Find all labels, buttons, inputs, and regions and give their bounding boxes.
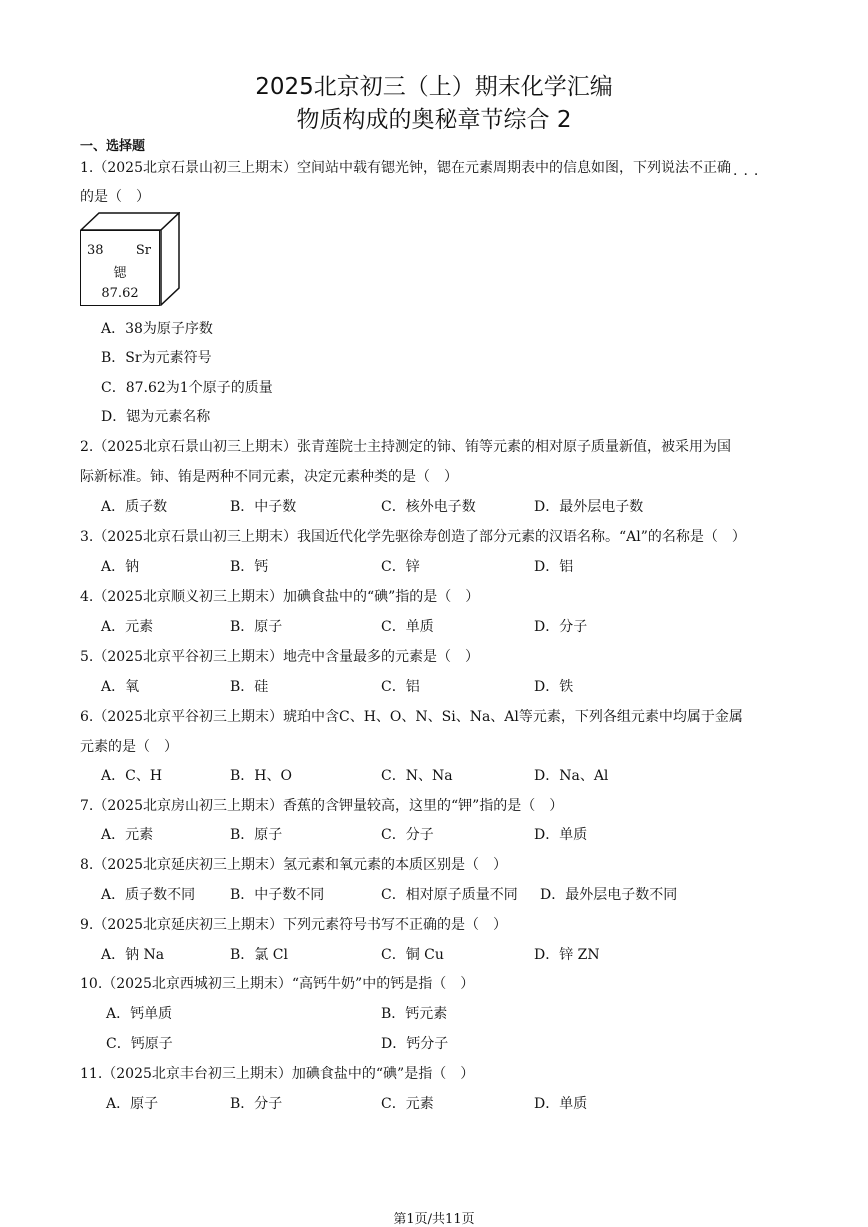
- q5-option-a: A．氧: [101, 679, 140, 695]
- question-2-text-cont: 际新标准。铈、铕是两种不同元素，决定元素种类的是（ ）: [80, 469, 458, 485]
- q6-option-a: A．C、H: [101, 768, 163, 784]
- question-11-text: 11.（2025北京丰台初三上期末）加碘食盐中的“碘”是指（ ）: [80, 1066, 475, 1082]
- q3-option-a: A．钠: [101, 559, 140, 575]
- q2-option-a: A．质子数: [101, 499, 168, 515]
- question-10-text: 10.（2025北京西城初三上期末）“高钙牛奶”中的钙是指（ ）: [80, 976, 475, 992]
- q7-option-a: A．元素: [101, 827, 154, 843]
- q2-option-d: D．最外层电子数: [534, 499, 644, 515]
- atomic-mass: 87.62: [101, 286, 139, 301]
- q8-option-c: C．相对原子质量不同: [381, 887, 518, 903]
- atomic-number: 38: [87, 243, 104, 258]
- q5-option-c: C．铝: [381, 679, 420, 695]
- q2-option-c: C．核外电子数: [381, 499, 476, 515]
- element-name: 锶: [113, 266, 127, 281]
- q8-option-a: A．质子数不同: [101, 887, 196, 903]
- q5-option-d: D．铁: [534, 679, 574, 695]
- q8-option-b: B．中子数不同: [230, 887, 325, 903]
- question-8-text: 8.（2025北京延庆初三上期末）氢元素和氧元素的本质区别是（ ）: [80, 857, 507, 873]
- q1-option-a: A．38为原子序数: [101, 321, 213, 337]
- q7-option-b: B．原子: [230, 827, 283, 843]
- q10-option-c: C．钙原子: [106, 1036, 173, 1052]
- q4-option-b: B．原子: [230, 619, 283, 635]
- q9-option-d: D．锌 ZN: [534, 947, 600, 963]
- question-9-text: 9.（2025北京延庆初三上期末）下列元素符号书写不正确的是（ ）: [80, 917, 507, 933]
- page-footer: 第1页/共11页: [393, 1212, 475, 1227]
- q1-option-d: D．锶为元素名称: [101, 409, 211, 425]
- question-7-text: 7.（2025北京房山初三上期末）香蕉的含钾量较高，这里的“钾”指的是（ ）: [80, 798, 564, 814]
- q10-option-b: B．钙元素: [381, 1006, 448, 1022]
- question-1-text: 1.（2025北京石景山初三上期末）空间站中载有锶光钟，锶在元素周期表中的信息如图，下列说法不正确: [80, 160, 731, 176]
- q3-option-c: C．锌: [381, 559, 420, 575]
- q2-option-b: B．中子数: [230, 499, 297, 515]
- q11-option-a: A．原子: [106, 1096, 159, 1112]
- document-subtitle: 物质构成的奥秘章节综合 2: [296, 107, 572, 133]
- q11-option-b: B．分子: [230, 1096, 283, 1112]
- question-2-text: 2.（2025北京石景山初三上期末）张青莲院士主持测定的铈、铕等元素的相对原子质量新值，被采用为国: [80, 439, 731, 455]
- q11-option-c: C．元素: [381, 1096, 434, 1112]
- q3-option-b: B．钙: [230, 559, 269, 575]
- q8-option-d: D．最外层电子数不同: [540, 887, 678, 903]
- q5-option-b: B．硅: [230, 679, 269, 695]
- question-1-text-cont: 的是（ ）: [80, 189, 150, 205]
- q6-option-b: B．H、O: [230, 768, 292, 784]
- question-6-text: 6.（2025北京平谷初三上期末）琥珀中含C、H、O、N、Si、Na、Al等元素，下列各组元素中均属于金属: [80, 709, 743, 725]
- q9-option-c: C．铜 Cu: [381, 947, 444, 963]
- q4-option-d: D．分子: [534, 619, 588, 635]
- section-heading: 一、选择题: [80, 139, 146, 154]
- q4-option-c: C．单质: [381, 619, 434, 635]
- emphasis-dots: ···: [733, 167, 765, 183]
- q11-option-d: D．单质: [534, 1096, 588, 1112]
- q9-option-b: B．氯 Cl: [230, 947, 288, 963]
- q3-option-d: D．铝: [534, 559, 574, 575]
- q7-option-d: D．单质: [534, 827, 588, 843]
- question-5-text: 5.（2025北京平谷初三上期末）地壳中含量最多的元素是（ ）: [80, 649, 479, 665]
- q9-option-a: A．钠 Na: [101, 947, 165, 963]
- question-4-text: 4.（2025北京顺义初三上期末）加碘食盐中的“碘”指的是（ ）: [80, 589, 480, 605]
- q7-option-c: C．分子: [381, 827, 434, 843]
- q6-option-c: C．N、Na: [381, 768, 453, 784]
- q10-option-d: D．钙分子: [381, 1036, 449, 1052]
- q1-option-c: C．87.62为1个原子的质量: [101, 380, 273, 396]
- q1-option-b: B．Sr为元素符号: [101, 350, 212, 366]
- element-card-front: [80, 230, 160, 306]
- q4-option-a: A．元素: [101, 619, 154, 635]
- element-symbol: Sr: [135, 243, 151, 258]
- document-title: 2025北京初三（上）期末化学汇编: [255, 74, 613, 100]
- element-card: [80, 212, 180, 306]
- question-6-text-cont: 元素的是（ ）: [80, 739, 178, 755]
- question-3-text: 3.（2025北京石景山初三上期末）我国近代化学先驱徐寿创造了部分元素的汉语名称。“Al”的名称是（ ）: [80, 529, 746, 545]
- q6-option-d: D．Na、Al: [534, 768, 609, 784]
- q10-option-a: A．钙单质: [106, 1006, 173, 1022]
